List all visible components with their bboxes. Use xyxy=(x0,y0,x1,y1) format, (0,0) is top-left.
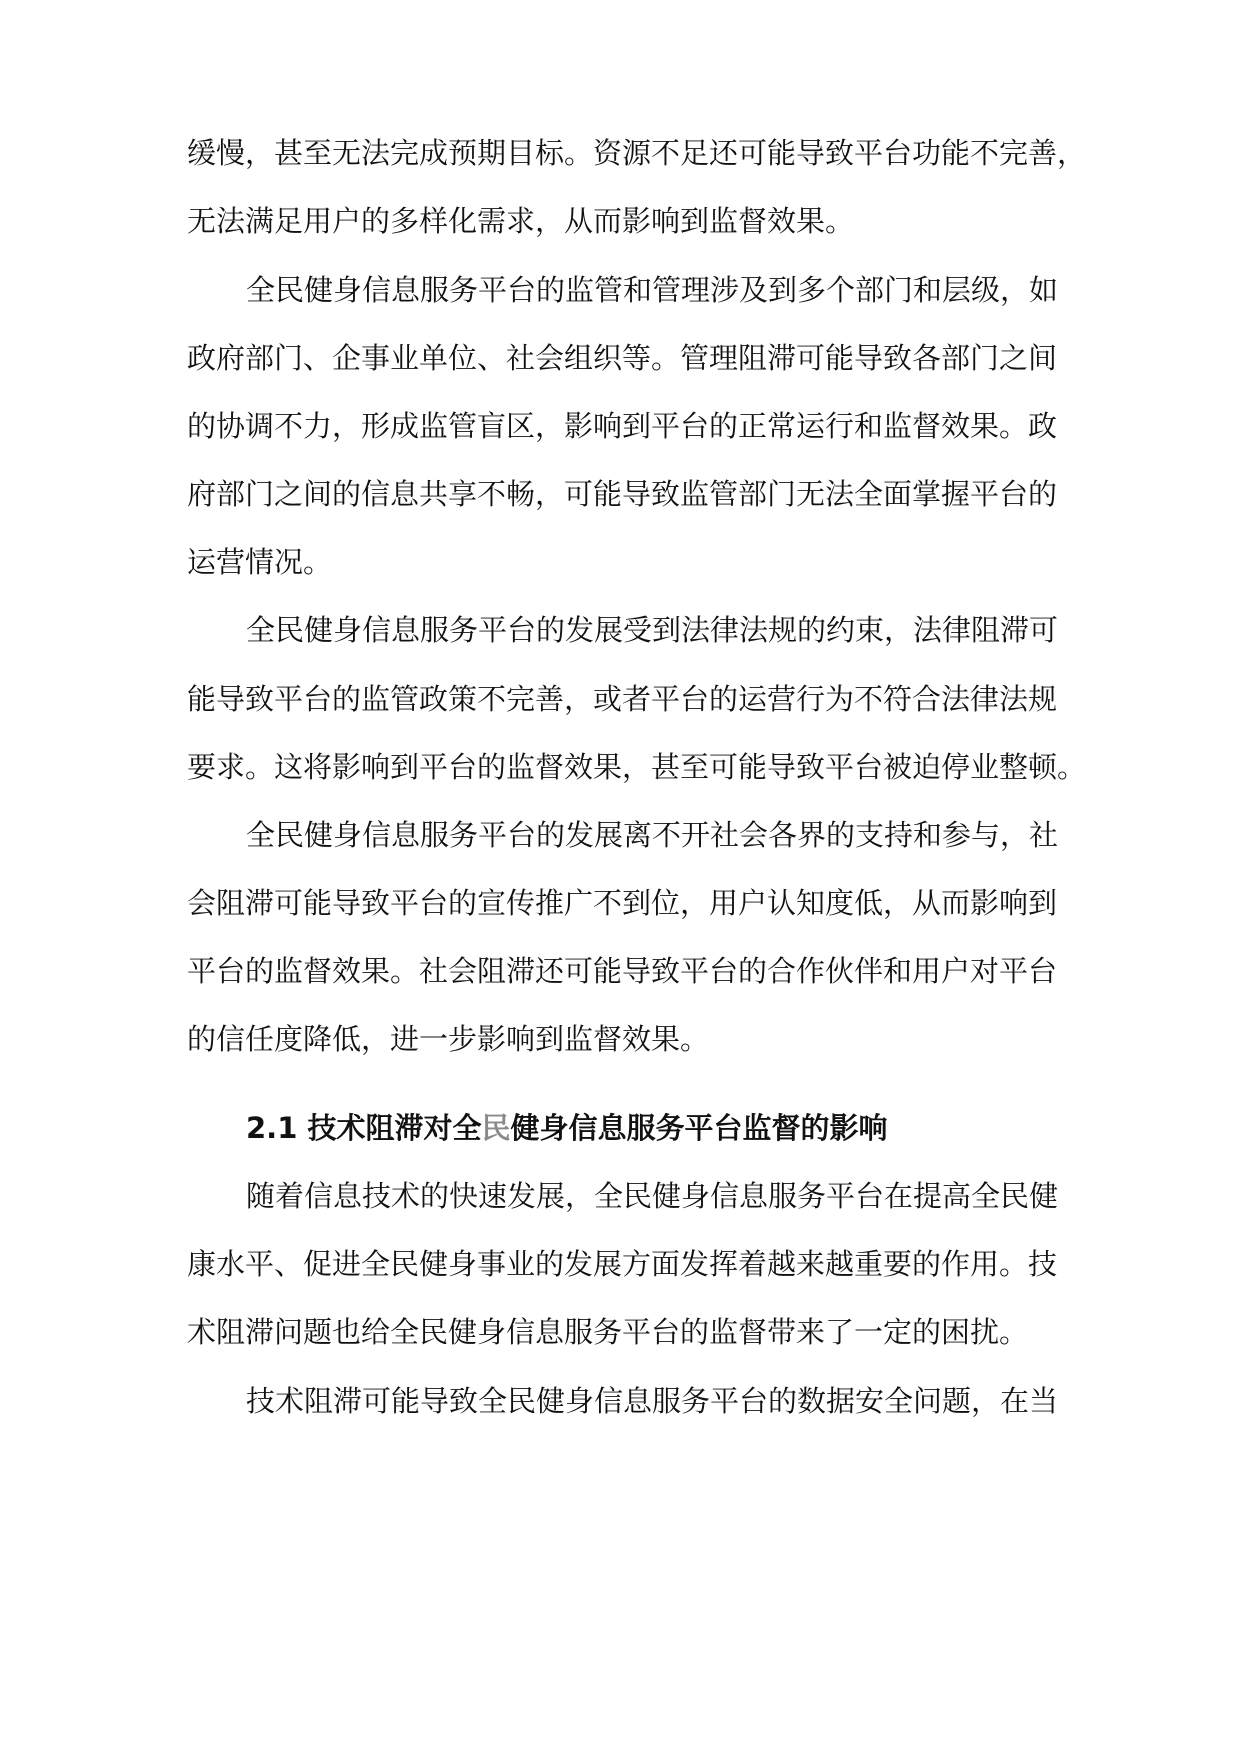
section-heading xyxy=(246,1108,1053,1148)
section-paragraph-1-line-3: 术阻滞问题也给全民健身信息服务平台的监督带来了一定的困扰。 xyxy=(187,1315,1029,1349)
paragraph-2-line-2: 政府部门、企事业单位、社会组织等。管理阻滞可能导致各部门之间 xyxy=(187,341,1058,375)
section-number: 2.1 xyxy=(246,1111,298,1145)
paragraph-3-line-3: 要求。这将影响到平台的监督效果，甚至可能导致平台被迫停业整顿。 xyxy=(187,750,1087,784)
section-paragraph-1-line-1: 随着信息技术的快速发展，全民健身信息服务平台在提高全民健 xyxy=(246,1179,1059,1213)
paragraph-2-line-3: 的协调不力，形成监管盲区，影响到平台的正常运行和监督效果。政 xyxy=(187,409,1058,443)
paragraph-2-line-1: 全民健身信息服务平台的监管和管理涉及到多个部门和层级，如 xyxy=(246,273,1059,307)
paragraph-3-line-1: 全民健身信息服务平台的发展受到法律法规的约束，法律阻滞可 xyxy=(246,613,1059,647)
paragraph-4-line-4: 的信任度降低，进一步影响到监督效果。 xyxy=(187,1022,710,1056)
paragraph-2-line-4: 府部门之间的信息共享不畅，可能导致监管部门无法全面掌握平台的 xyxy=(187,477,1058,511)
paragraph-3-line-2: 能导致平台的监管政策不完善，或者平台的运营行为不符合法律法规 xyxy=(187,682,1058,716)
paragraph-1-line-2: 无法满足用户的多样化需求，从而影响到监督效果。 xyxy=(187,204,855,238)
section-paragraph-2-line-1: 技术阻滞可能导致全民健身信息服务平台的数据安全问题，在当 xyxy=(246,1384,1059,1418)
section-title-part2: 健身信息服务平台监督的影响 xyxy=(510,1111,888,1145)
paragraph-4-line-3: 平台的监督效果。社会阻滞还可能导致平台的合作伙伴和用户对平台 xyxy=(187,954,1058,988)
paragraph-4-line-2: 会阻滞可能导致平台的宣传推广不到位，用户认知度低，从而影响到 xyxy=(187,886,1058,920)
paragraph-4-line-1: 全民健身信息服务平台的发展离不开社会各界的支持和参与，社 xyxy=(246,818,1059,852)
section-title-part1: 技术阻滞对全 xyxy=(307,1111,482,1145)
paragraph-2-line-5: 运营情况。 xyxy=(187,545,333,579)
paragraph-1-line-1: 缓慢，甚至无法完成预期目标。资源不足还可能导致平台功能不完善， xyxy=(187,136,1087,170)
section-title-dim-char: 民 xyxy=(481,1111,511,1145)
section-paragraph-1-line-2: 康水平、促进全民健身事业的发展方面发挥着越来越重要的作用。技 xyxy=(187,1247,1058,1281)
